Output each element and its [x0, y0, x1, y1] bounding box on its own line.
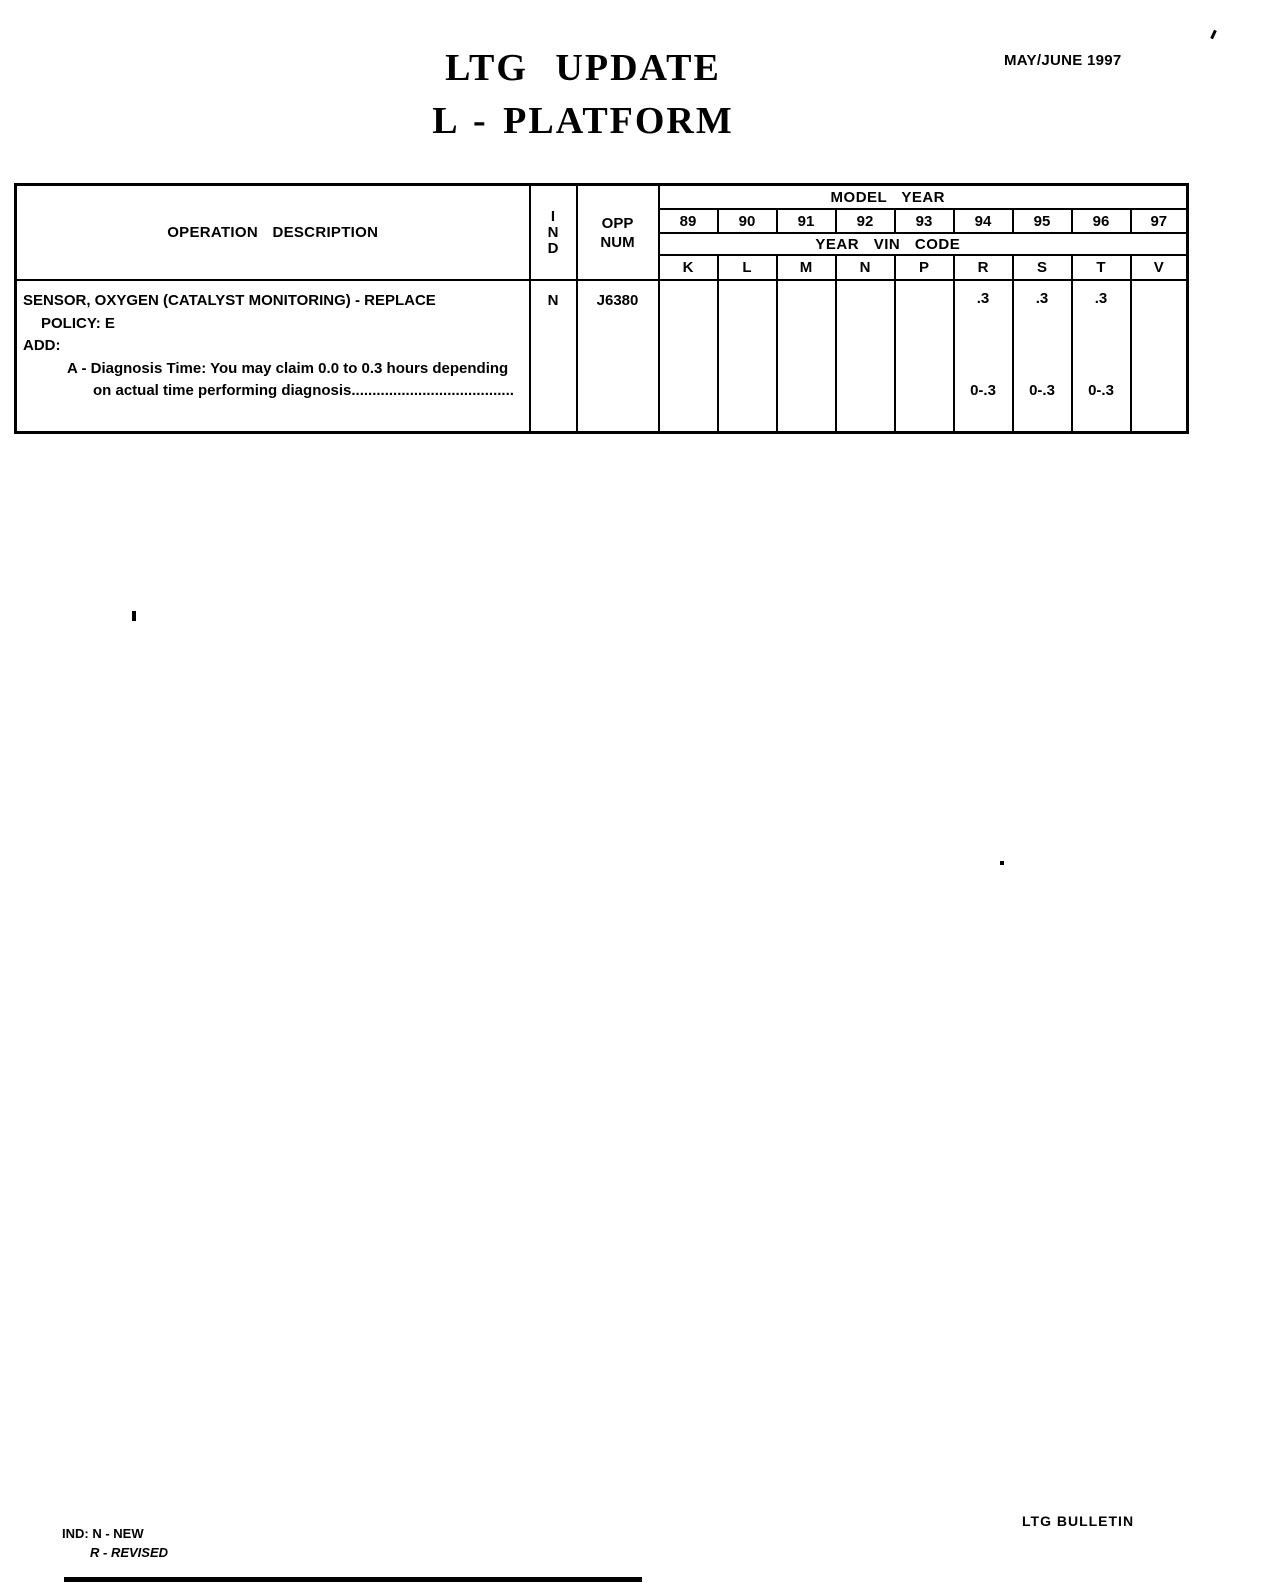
vin-code-p: P: [895, 255, 954, 280]
ind-legend-new-text: N - NEW: [92, 1526, 144, 1541]
labor-time-94: .3: [976, 290, 990, 307]
opp-num-value: J6380: [577, 280, 659, 433]
page-title-line2: L - PLATFORM: [432, 100, 734, 142]
issue-date: MAY/JUNE 1997: [1004, 52, 1122, 69]
vin-code-s: S: [1013, 255, 1072, 280]
value-cell-91: [777, 280, 836, 433]
ind-legend: [62, 1524, 168, 1562]
scan-artifact-streak: [64, 1577, 642, 1582]
scan-artifact-speck: [132, 611, 136, 621]
operation-title: SENSOR, OXYGEN (CATALYST MONITORING) - REPLACE: [23, 292, 436, 309]
value-cell-92: [836, 280, 895, 433]
ind-legend-revised: R - REVISED: [90, 1545, 169, 1560]
model-year-header: MODEL YEAR: [659, 185, 1188, 210]
opp-num-line1: OPP: [601, 214, 634, 232]
ind-letter-n: N: [547, 223, 559, 241]
vin-code-t: T: [1072, 255, 1131, 280]
page-title: [0, 46, 1166, 143]
value-cell-95: [1013, 280, 1072, 433]
ind-legend-label: IND:: [62, 1526, 89, 1541]
year-89: 89: [659, 209, 718, 233]
diagnosis-range-94: 0-.3: [970, 382, 996, 399]
vin-code-m: M: [777, 255, 836, 280]
vin-code-n: N: [836, 255, 895, 280]
year-93: 93: [895, 209, 954, 233]
year-91: 91: [777, 209, 836, 233]
year-90: 90: [718, 209, 777, 233]
scan-artifact-tick: [1210, 30, 1217, 39]
vin-code-l: L: [718, 255, 777, 280]
year-95: 95: [1013, 209, 1072, 233]
diagnosis-range-96: 0-.3: [1088, 382, 1114, 399]
ind-letter-i: I: [550, 207, 556, 225]
labor-time-95: .3: [1035, 290, 1049, 307]
vin-code-k: K: [659, 255, 718, 280]
add-line: ADD:: [23, 337, 61, 354]
opp-num-line2: NUM: [600, 233, 635, 251]
ind-value: N: [530, 280, 577, 433]
ind-legend-new: [62, 1524, 168, 1543]
diagnosis-range-95: 0-.3: [1029, 382, 1055, 399]
diagnosis-time-line2: on actual time performing diagnosis.......................................: [93, 382, 514, 399]
ind-letter-d: D: [547, 239, 559, 257]
labor-operation-table: [14, 183, 1189, 434]
ind-column-header: [530, 185, 577, 281]
value-cell-90: [718, 280, 777, 433]
year-97: 97: [1131, 209, 1188, 233]
value-cell-96: [1072, 280, 1131, 433]
operation-description-cell: [16, 280, 530, 433]
year-94: 94: [954, 209, 1013, 233]
value-cell-97: [1131, 280, 1188, 433]
labor-time-96: .3: [1094, 290, 1108, 307]
vin-code-r: R: [954, 255, 1013, 280]
bulletin-label: LTG BULLETIN: [1022, 1513, 1135, 1529]
value-cell-93: [895, 280, 954, 433]
value-cell-89: [659, 280, 718, 433]
year-vin-code-header: YEAR VIN CODE: [659, 233, 1188, 255]
vin-code-v: V: [1131, 255, 1188, 280]
table-row: [16, 280, 1188, 433]
operation-description-header: OPERATION DESCRIPTION: [16, 185, 530, 281]
scan-artifact-dot: [1000, 861, 1004, 865]
diagnosis-time-line1: A - Diagnosis Time: You may claim 0.0 to 0.3 hours depending: [67, 359, 509, 377]
year-92: 92: [836, 209, 895, 233]
value-cell-94: [954, 280, 1013, 433]
opp-num-column-header: [577, 185, 659, 281]
page-title-line1: LTG UPDATE: [445, 47, 721, 89]
year-96: 96: [1072, 209, 1131, 233]
policy-line: POLICY: E: [41, 314, 115, 332]
